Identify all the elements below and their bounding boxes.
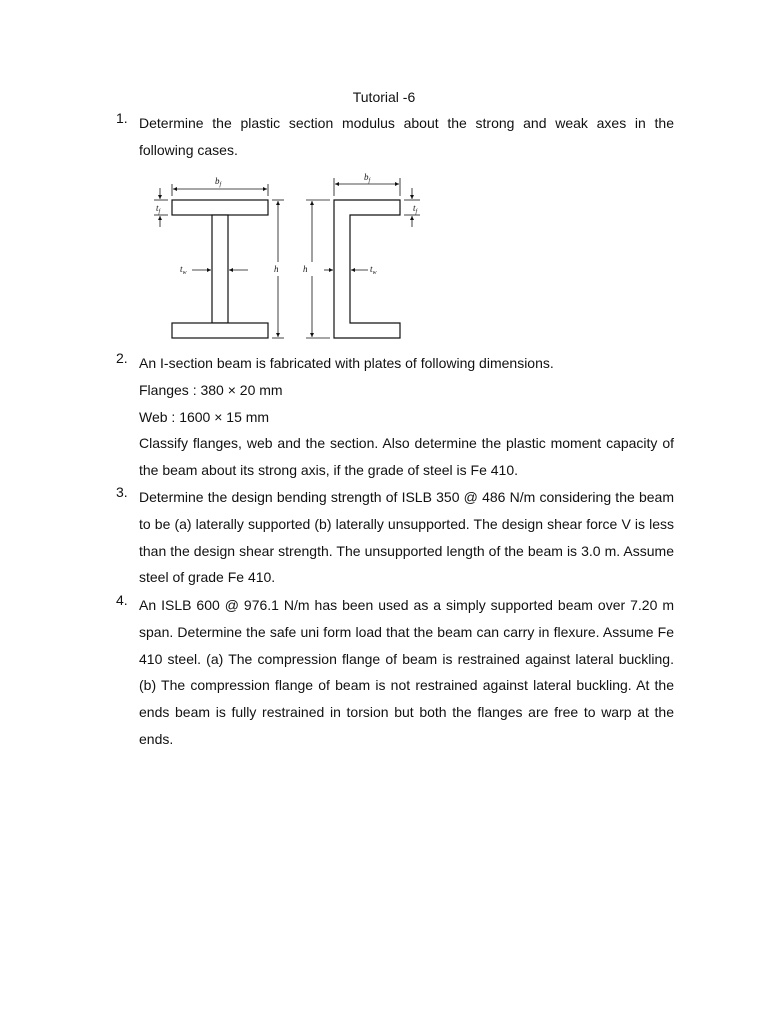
question-text: An ISLB 600 @ 976.1 N/m has been used as a simply supported beam over 7.20 m span. Determine the safe uni form load that the beam can carry in flexure. Assume Fe 410 steel. (a) The compression flange of beam is restrained against lateral buckling. (b) The compression flange of beam is not restrained against lateral buckling. At the ends beam is fully restrained in torsion but both the flanges are free to warp at the ends. xyxy=(139,597,674,747)
i-tf-label: $t_f$ xyxy=(156,203,161,215)
c-h-label: h xyxy=(303,264,308,274)
question-3 xyxy=(116,484,676,591)
c-tw-label: $t_w$ xyxy=(370,264,377,276)
question-number: 1. xyxy=(116,110,128,126)
page-title: Tutorial -6 xyxy=(352,89,416,105)
question-number: 4. xyxy=(116,592,128,608)
question-text: Determine the design bending strength of ISLB 350 @ 486 N/m considering the beam to be (a) laterally supported (b) laterally unsupported. The design shear force V is less than the design shear strength. The unsupported length of the beam is 3.0 m. Assume steel of grade Fe 410. xyxy=(139,489,674,586)
flange-dimensions: Flanges : 380 × 20 mm xyxy=(139,381,283,398)
section-figure xyxy=(140,170,440,345)
web-dimensions: Web : 1600 × 15 mm xyxy=(139,408,270,425)
beam-sections-diagram xyxy=(140,170,440,345)
question-text: An I-section beam is fabricated with plates of following dimensions. xyxy=(139,355,554,371)
c-tf-label: $t_f$ xyxy=(413,203,418,215)
channel-section-shape xyxy=(334,200,400,338)
question-number: 3. xyxy=(116,484,128,500)
i-bf-label: $b_f$ xyxy=(215,176,222,188)
question-number: 2. xyxy=(116,350,128,366)
i-tw-label: $t_w$ xyxy=(180,264,187,276)
question-text: Determine the plastic section modulus about the strong and weak axes in the following cases. xyxy=(139,115,674,158)
i-section-shape xyxy=(172,200,268,338)
c-bf-label: $b_f$ xyxy=(364,172,371,184)
question-1 xyxy=(116,110,676,164)
question-text: Classify flanges, web and the section. Also determine the plastic moment capacity of the beam about its strong axis, if the grade of steel is Fe 410. xyxy=(139,435,674,479)
i-h-label: h xyxy=(274,264,279,274)
question-4 xyxy=(116,592,676,753)
question-2 xyxy=(116,350,676,484)
